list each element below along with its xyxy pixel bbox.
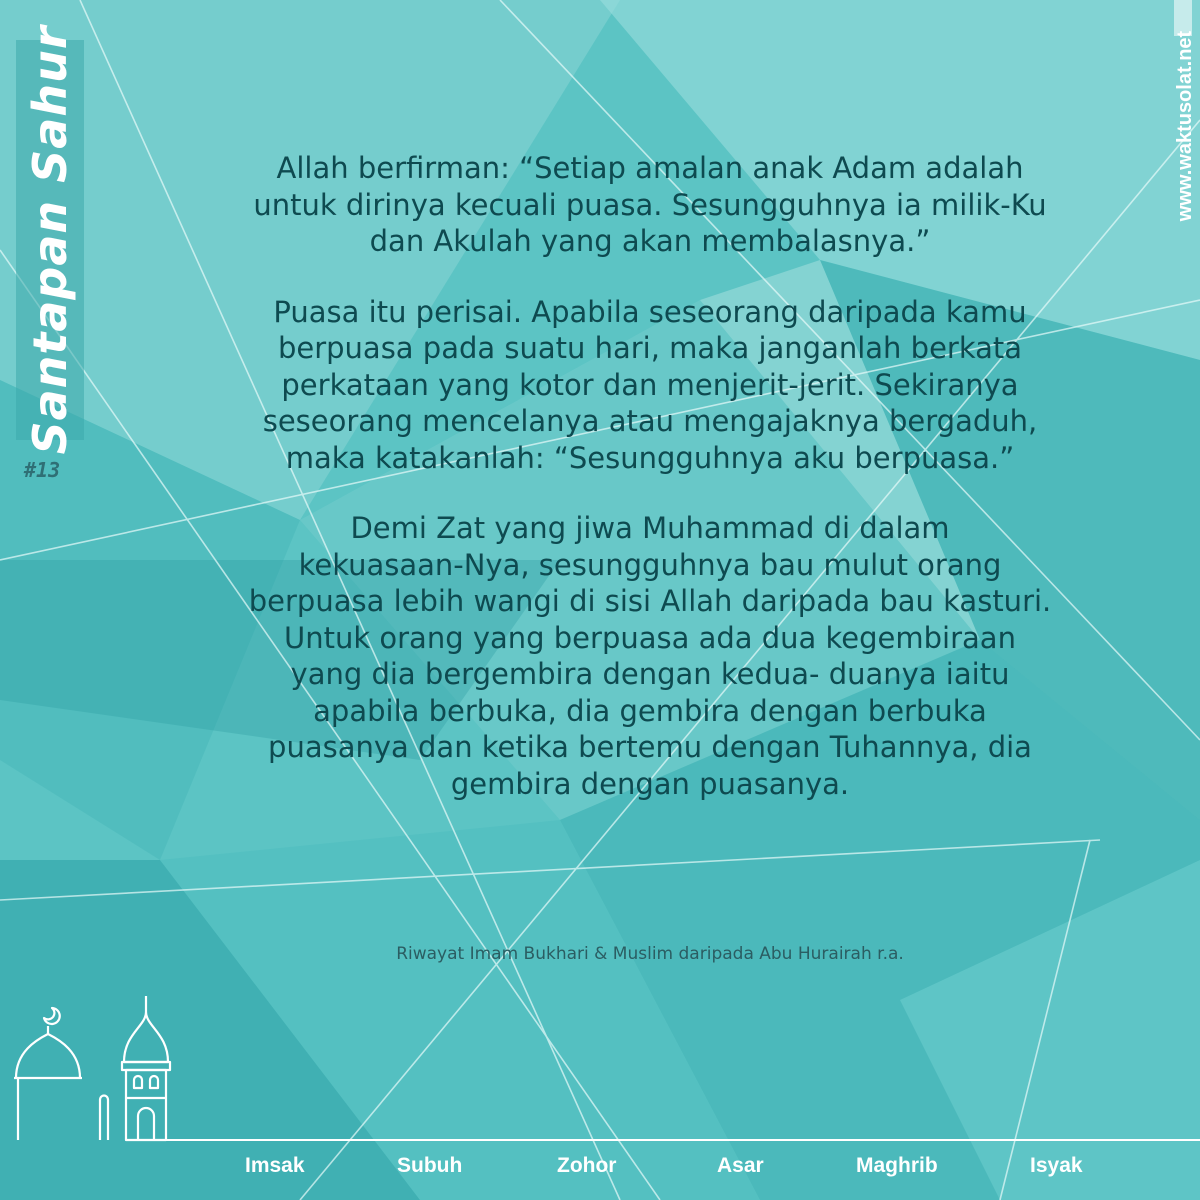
prayer-asar: Asar <box>717 1154 764 1177</box>
text-line: Allah berfirman: “Setiap amalan anak Adam adalah <box>276 151 1024 185</box>
prayer-zohor: Zohor <box>557 1154 617 1177</box>
text-line: puasanya dan ketika bertemu dengan Tuhannya, dia <box>268 730 1032 764</box>
hadith-text <box>200 150 1100 836</box>
text-line: apabila berbuka, dia gembira dengan berbuka <box>313 693 987 728</box>
series-title: Santapan Sahur <box>23 25 77 455</box>
prayer-isyak: Isyak <box>1030 1154 1083 1177</box>
text-line: berpuasa pada suatu hari, maka janganlah berkata <box>277 331 1023 365</box>
text-line: dan Akulah yang akan membalasnya.” <box>369 224 931 258</box>
text-line: gembira dengan puasanya. <box>450 766 850 801</box>
hadith-source: Riwayat Imam Bukhari & Muslim daripada Abu Hurairah r.a. <box>396 944 904 964</box>
text-line: Demi Zat yang jiwa Muhammad di dalam <box>350 511 950 545</box>
text-line: kekuasaan-Nya, sesungguhnya bau mulut orang <box>298 547 1002 582</box>
text-line: seseorang mencelanya atau mengajaknya bergaduh, <box>262 404 1038 438</box>
issue-number: #13 <box>24 458 61 482</box>
text-line: yang dia bergembira dengan kedua- duanya iaitu <box>290 657 1010 691</box>
prayer-maghrib: Maghrib <box>856 1154 938 1177</box>
text-line: maka katakanlah: “Sesungguhnya aku berpuasa.” <box>285 440 1015 475</box>
prayer-imsak: Imsak <box>245 1154 305 1177</box>
prayer-times-divider <box>160 1139 1200 1141</box>
text-line: Puasa itu perisai. Apabila seseorang daripada kamu <box>273 294 1027 329</box>
prayer-subuh: Subuh <box>397 1154 463 1177</box>
text-line: untuk dirinya kecuali puasa. Sesungguhnya ia milik-Ku <box>253 187 1047 222</box>
paragraph-3 <box>200 510 1100 802</box>
text-line: perkataan yang kotor dan menjerit-jerit. Sekiranya <box>281 367 1019 402</box>
paragraph-1 <box>200 150 1100 260</box>
mosque-outline-icon <box>0 990 180 1150</box>
text-line: berpuasa lebih wangi di sisi Allah daripada bau kasturi. <box>248 584 1052 618</box>
website-label: www.waktusolat.net <box>1173 30 1196 222</box>
paragraph-2 <box>200 294 1100 477</box>
text-line: Untuk orang yang berpuasa ada dua kegembiraan <box>284 620 1016 655</box>
